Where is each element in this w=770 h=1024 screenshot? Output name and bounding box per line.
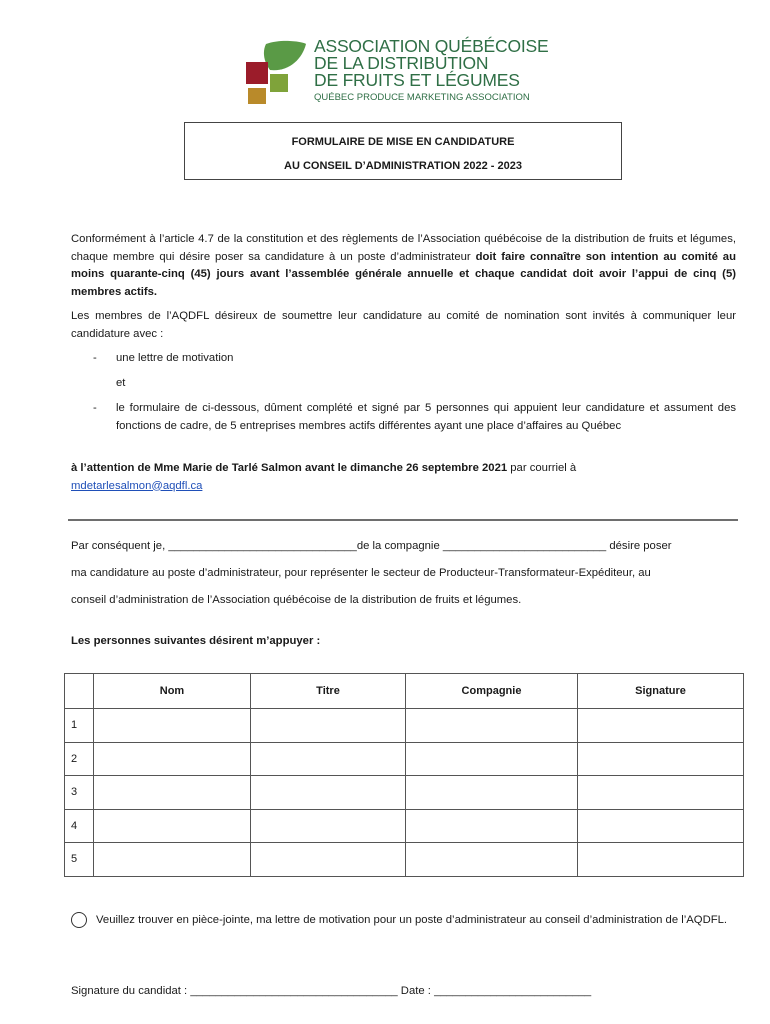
list-dash: - bbox=[93, 352, 97, 364]
intro-paragraph-1-bold: doit faire connaître son intention au comité au moins quarante-cinq (45) jours avant l’assemblée générale annuelle et chaque candidat doit avoir l’appui de cinq (5) membres actifs. bbox=[71, 250, 736, 298]
intro-paragraph-1 bbox=[71, 231, 736, 301]
form-title-line-2: AU CONSEIL D’ADMINISTRATION 2022 - 2023 bbox=[284, 160, 522, 172]
table-row bbox=[65, 843, 744, 877]
list-item-letter-text: une lettre de motivation bbox=[116, 352, 234, 364]
signature-cell[interactable] bbox=[578, 809, 744, 843]
titre-cell[interactable] bbox=[251, 843, 406, 877]
table-header-titre: Titre bbox=[251, 674, 406, 709]
row-number: 2 bbox=[65, 742, 94, 776]
list-item-form-text: le formulaire de ci-dessous, dûment complété et signé par 5 personnes qui appuient leur candidature et assument des fonctions de cadre, de 5 entreprises membres actifs différentes ayant une place d’affaires au Québec bbox=[116, 402, 736, 432]
list-dash: - bbox=[93, 402, 97, 414]
signature-date-line: Signature du candidat : _________________________________ Date : _________________________ bbox=[71, 985, 592, 997]
table-header-nom: Nom bbox=[94, 674, 251, 709]
attention-paragraph bbox=[71, 460, 736, 495]
table-header-row bbox=[65, 674, 744, 709]
logo-line-2: DE LA DISTRIBUTION bbox=[314, 53, 489, 73]
titre-cell[interactable] bbox=[251, 776, 406, 810]
compagnie-cell[interactable] bbox=[406, 742, 578, 776]
signature-cell[interactable] bbox=[578, 709, 744, 743]
logo-line-3: DE FRUITS ET LÉGUMES bbox=[314, 70, 520, 90]
table-header-signature: Signature bbox=[578, 674, 744, 709]
table-header-compagnie: Compagnie bbox=[406, 674, 578, 709]
supporters-table bbox=[64, 673, 744, 877]
table-row bbox=[65, 776, 744, 810]
candidate-statement-line-3: conseil d’administration de l’Association québécoise de la distribution de fruits et légumes. bbox=[71, 594, 522, 606]
association-logo bbox=[244, 36, 549, 108]
titre-cell[interactable] bbox=[251, 709, 406, 743]
attention-bold: à l’attention de Mme Marie de Tarlé Salmon avant le dimanche 26 septembre 2021 bbox=[71, 462, 508, 474]
compagnie-cell[interactable] bbox=[406, 843, 578, 877]
nom-cell[interactable] bbox=[94, 843, 251, 877]
logo-subtitle: QUÉBEC PRODUCE MARKETING ASSOCIATION bbox=[314, 92, 530, 103]
row-number: 5 bbox=[65, 843, 94, 877]
attachment-label: Veuillez trouver en pièce-jointe, ma lettre de motivation pour un poste d’administrateur au conseil d’administration de l’AQDFL. bbox=[96, 914, 728, 926]
form-title-line-1: FORMULAIRE DE MISE EN CANDIDATURE bbox=[291, 136, 515, 148]
compagnie-cell[interactable] bbox=[406, 709, 578, 743]
nom-cell[interactable] bbox=[94, 742, 251, 776]
intro-paragraph-2: Les membres de l’AQDFL désireux de soumettre leur candidature au comité de nomination sont invités à communiquer leur candidature avec : bbox=[71, 310, 736, 340]
attachment-radio[interactable] bbox=[71, 912, 87, 928]
list-item-form bbox=[71, 400, 736, 454]
table-row bbox=[65, 709, 744, 743]
table-row bbox=[65, 809, 744, 843]
form-title-box bbox=[184, 122, 622, 180]
nom-cell[interactable] bbox=[94, 809, 251, 843]
compagnie-cell[interactable] bbox=[406, 776, 578, 810]
leaf-logo-icon bbox=[244, 40, 308, 106]
nom-cell[interactable] bbox=[94, 776, 251, 810]
attention-normal: par courriel à bbox=[507, 462, 577, 474]
table-header-number bbox=[65, 674, 94, 709]
row-number: 4 bbox=[65, 809, 94, 843]
row-number: 3 bbox=[65, 776, 94, 810]
table-row bbox=[65, 742, 744, 776]
email-link[interactable]: mdetarlesalmon@aqdfl.ca bbox=[71, 479, 203, 492]
titre-cell[interactable] bbox=[251, 809, 406, 843]
row-number: 1 bbox=[65, 709, 94, 743]
nom-cell[interactable] bbox=[94, 709, 251, 743]
titre-cell[interactable] bbox=[251, 742, 406, 776]
list-item-letter bbox=[71, 350, 736, 368]
list-connector-text: et bbox=[116, 377, 126, 389]
list-connector bbox=[71, 375, 736, 393]
candidate-statement-line-1: Par conséquent je, ______________________________de la compagnie __________________________ désire poser bbox=[71, 540, 672, 552]
signature-cell[interactable] bbox=[578, 843, 744, 877]
candidate-statement-line-2: ma candidature au poste d’administrateur, pour représenter le secteur de Producteur-Transformateur-Expéditeur, au bbox=[71, 567, 651, 579]
supporters-heading: Les personnes suivantes désirent m’appuyer : bbox=[71, 635, 321, 647]
section-divider bbox=[68, 519, 738, 521]
logo-line-1: ASSOCIATION QUÉBÉCOISE bbox=[314, 36, 549, 56]
intro-paragraph-1-normal: Conformément à l’article 4.7 de la constitution et des règlements de l’Association québécoise de la distribution de fruits et légumes, chaque membre qui désire poser sa candidature à un poste d’administrateur bbox=[71, 233, 736, 263]
compagnie-cell[interactable] bbox=[406, 809, 578, 843]
signature-cell[interactable] bbox=[578, 776, 744, 810]
signature-cell[interactable] bbox=[578, 742, 744, 776]
